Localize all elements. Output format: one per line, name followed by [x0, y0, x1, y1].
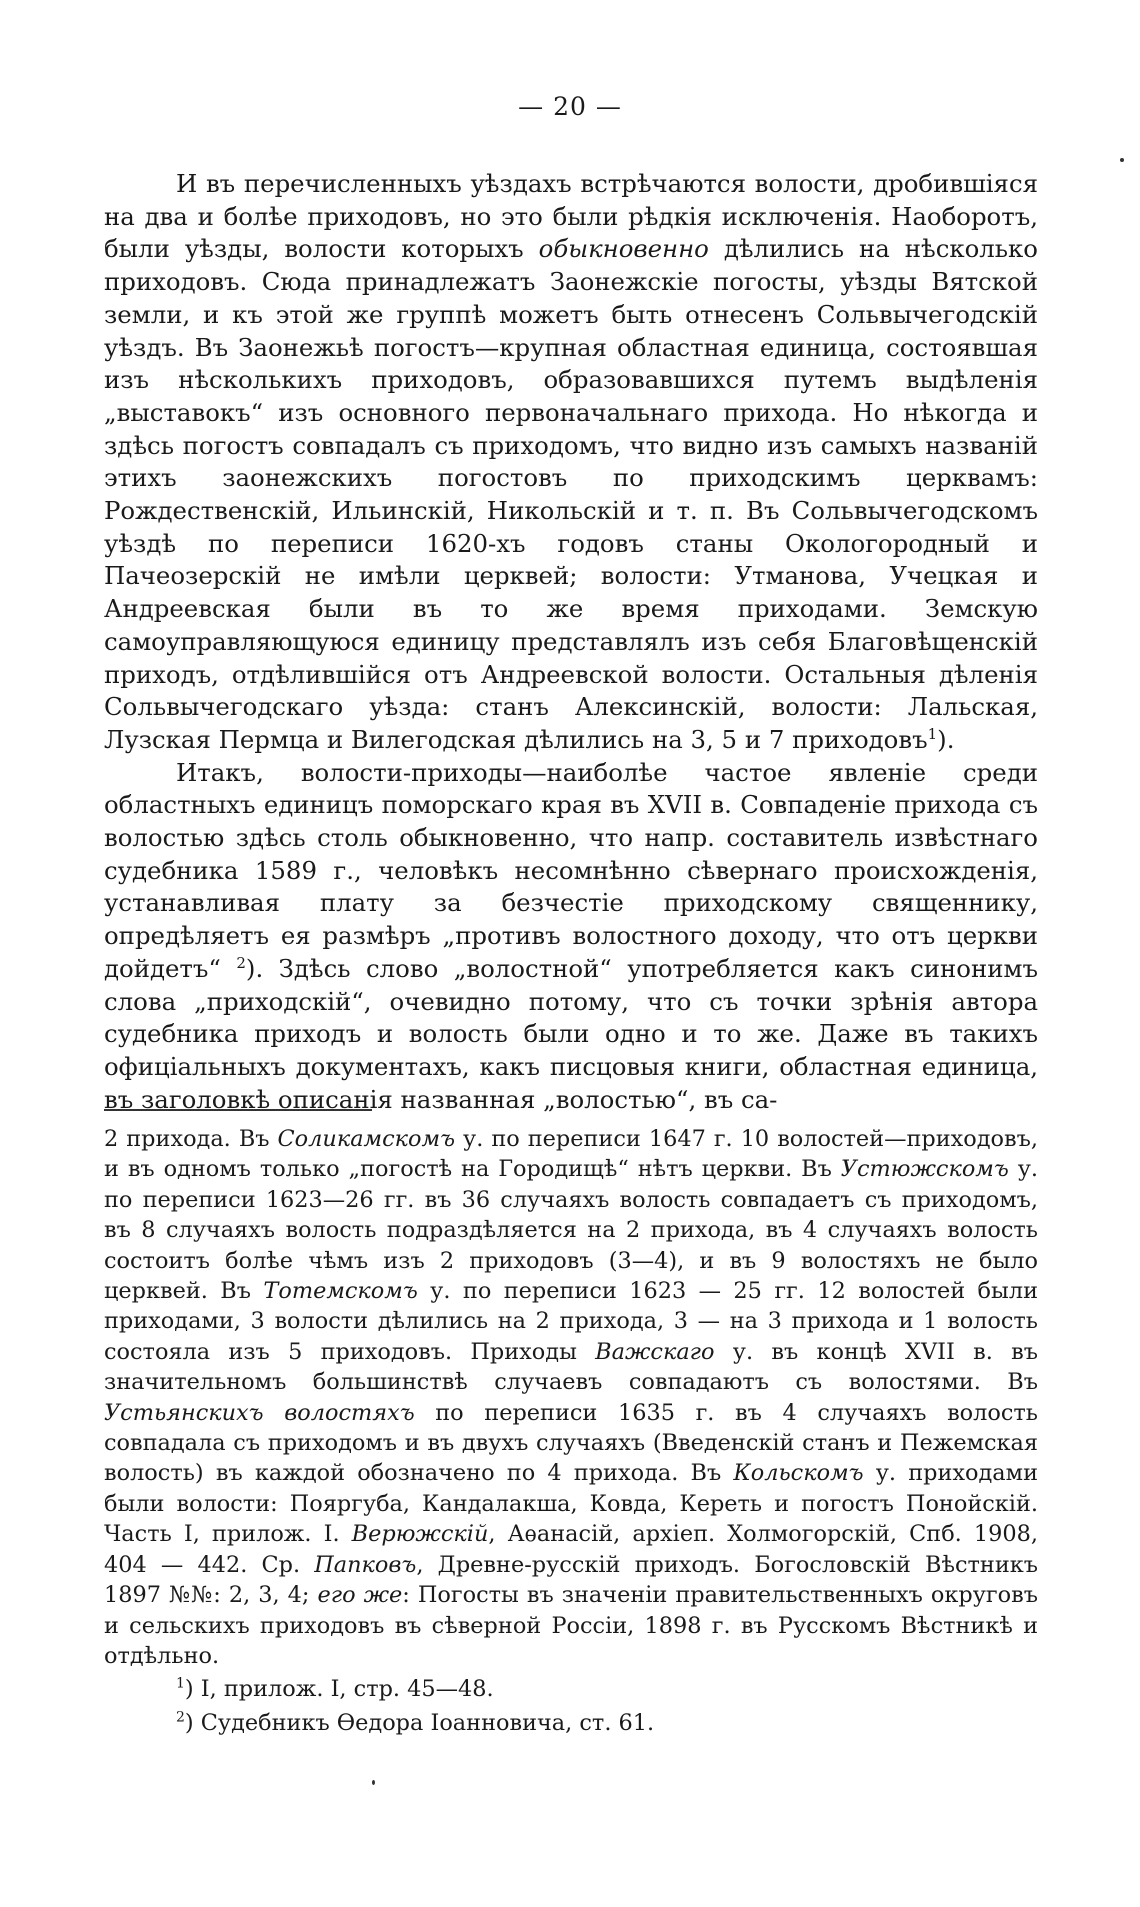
paragraph-2-text-a: Итакъ, волости-приходы—наиболѣе частое явленіе среди областныхъ единицъ поморскаго края въ XVII в. Совпаденіе прихода съ волостью здѣсь столь обыкновенно, что напр. составитель извѣстнаго судебника 1589 г., человѣкъ несомнѣнно сѣвернаго происхожденія, устанавливая плату за безчестіе приходскому священнику, опредѣляетъ ея размѣръ „противъ волостного доходу, что отъ церкви дойдетъ“ — [104, 757, 1038, 983]
paragraph-1 — [104, 168, 1038, 757]
footnote-text: ) Судебникъ Ѳедора Іоанновича, ст. 61. — [184, 1710, 655, 1736]
fn-text: у. по переписи 1623 — 25 гг. 12 волостей были приходами, 3 волости дѣлились на 2 прихода, 3 — на 3 прихода и 1 волость состояла изъ 5 приходовъ. Приходы — [104, 1278, 1038, 1365]
fn-text: у. приходами были волости: Пояргуба, Кандалакша, Ковда, Кереть и погостъ Понойскій. Часть I, прилож. I. — [104, 1460, 1038, 1548]
footnote-ref-2: 2 — [236, 953, 246, 972]
fn-emphasis: Папковъ — [314, 1551, 417, 1578]
paragraph-1-text-b: дѣлились на нѣсколько приходовъ. Сюда принадлежатъ Заонежскіе погосты, уѣзды Вятской земли, и къ этой же группѣ можетъ быть отнесенъ Сольвычегодскій уѣздъ. Въ Заонежьѣ погостъ—крупная областная единица, состоявшая изъ нѣсколькихъ приходовъ, образовавшихся путемъ выдѣленія „выставокъ“ изъ основного первоначальнаго прихода. Но нѣкогда и здѣсь погостъ совпадалъ съ приходомъ, что видно изъ самыхъ названій этихъ заонежскихъ погостовъ по приходскимъ церквамъ: Рождественскій, Ильинскій, Никольскій и т. п. Въ Сольвычегодскомъ уѣздѣ по переписи 1620-хъ годовъ станы Окологородный и Пачеозерскій не имѣли церквей; волости: Утманова, Учецкая и Андреевская были въ то же время приходами. Земскую самоуправляющуюся единицу представлялъ изъ себя Благовѣщенскій приходъ, отдѣлившійся отъ Андреевской волости. Остальныя дѣленія Сольвычегодскаго уѣзда: станъ Алексинскій, волости: Лальская, Лузская Пермца и Вилегодская дѣлились на 3, 5 и 7 приходовъ — [104, 234, 1038, 754]
fn-emphasis: Устюжскомъ — [840, 1156, 1009, 1183]
scan-speck — [1120, 158, 1124, 162]
fn-text: , Древне-русскій приходъ. Богословскій Вѣстникъ 1897 №№: 2, 3, 4; — [104, 1551, 1038, 1609]
scan-speck — [372, 1780, 375, 1785]
fn-emphasis: Соликамскомъ — [277, 1126, 455, 1152]
footnote-divider — [104, 1109, 372, 1111]
paragraph-1-text-a: И въ перечисленныхъ уѣздахъ встрѣчаются волости, дробившіяся на два и болѣе приходовъ, но это были рѣдкія исключенія. Наоборотъ, были уѣзды, волости которыхъ — [104, 169, 1038, 264]
paragraph-1-emphasis: обыкновенно — [538, 234, 709, 264]
fn-emphasis: Тотемскомъ — [263, 1278, 418, 1305]
paragraph-2-text-b: ). Здѣсь слово „волостной“ употребляется какъ синонимъ слова „приходскій“, очевидно потому, что съ точки зрѣнія автора судебника приходъ и волость были одно и то же. Даже въ такихъ офиціальныхъ документахъ, какъ писцовыя книги, областная единица, въ заголовкѣ описанія названная „волостью“, въ са- — [104, 953, 1038, 1114]
fn-text: у. по переписи 1647 г. 10 волостей—приходовъ, и въ одномъ только „погостѣ на Городищѣ“ нѣтъ церкви. Въ — [104, 1126, 1039, 1183]
paragraph-1-end: ). — [937, 724, 955, 754]
footnotes — [104, 1672, 1038, 1740]
fn-text: : Погосты въ значеніи правительственныхъ округовъ и сельскихъ приходовъ въ сѣверной Россіи, 1898 г. въ Русскомъ Вѣстникѣ и отдѣльно. — [104, 1582, 1038, 1669]
fn-emphasis: Устьянскихъ волостяхъ — [104, 1399, 415, 1426]
page-number: — 20 — — [518, 92, 622, 121]
fn-text: у. въ концѣ XVII в. въ значительномъ большинствѣ случаевъ совпадаютъ съ волостями. Въ — [104, 1338, 1038, 1396]
fn-emphasis: его же — [317, 1582, 403, 1609]
fn-emphasis: Верюжскій — [351, 1521, 489, 1548]
footnote-text: ) I, прилож. I, стр. 45—48. — [184, 1676, 494, 1702]
fn-text: по переписи 1635 г. въ 4 случаяхъ волость совпадала съ приходомъ и въ двухъ случаяхъ (Введенскій станъ и Пежемская волость) въ каждой обозначено по 4 прихода. Въ — [104, 1399, 1038, 1487]
footnote-marker: 2 — [176, 1709, 185, 1726]
fn-text: 2 прихода. Въ — [104, 1126, 278, 1152]
fn-emphasis: Кольскомъ — [733, 1460, 864, 1487]
paragraph-2 — [104, 757, 1038, 1117]
fn-text: , Аѳанасій, архіеп. Холмогорскій, Спб. 1908, 404 — 442. Ср. — [104, 1521, 1038, 1578]
footnote-continuation — [104, 1124, 1038, 1671]
footnote-ref-1: 1 — [927, 724, 938, 743]
fn-emphasis: Важскаго — [595, 1338, 715, 1365]
main-text — [104, 168, 1038, 1116]
footnote-2 — [104, 1706, 1038, 1740]
footnote-1 — [104, 1672, 1038, 1706]
fn-text: у. по переписи 1623—26 гг. въ 36 случаяхъ волость совпадаетъ съ приходомъ, въ 8 случаяхъ волость подраздѣляется на 2 прихода, въ 4 случаяхъ волость состоитъ болѣе чѣмъ изъ 2 приходовъ (3—4), и въ 9 волостяхъ не было церквей. Въ — [104, 1156, 1038, 1305]
footnote-marker: 1 — [176, 1675, 185, 1692]
